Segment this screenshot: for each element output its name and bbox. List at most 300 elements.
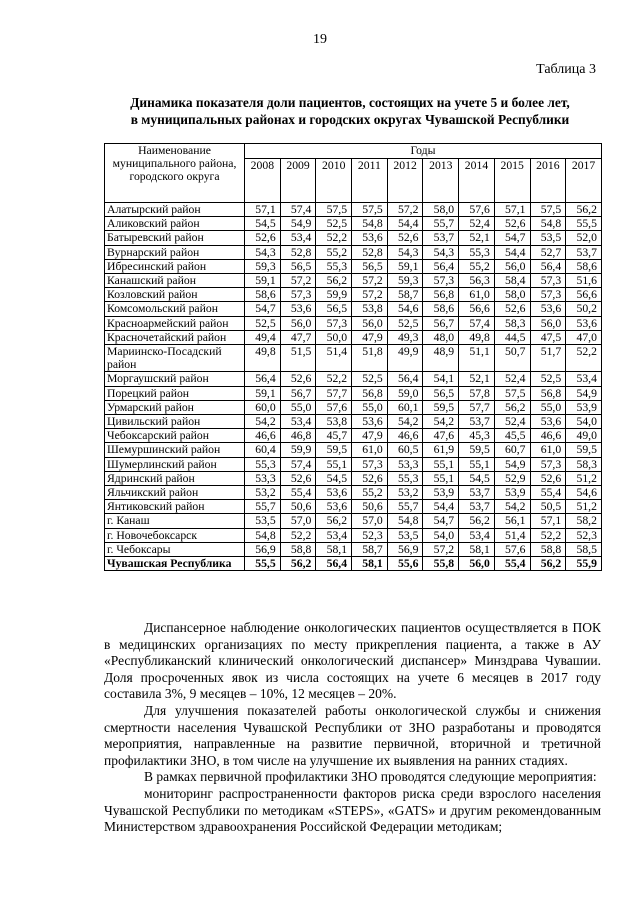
year-header: 2016 bbox=[530, 159, 566, 203]
municipality-name: Аликовский район bbox=[105, 217, 245, 231]
year-header: 2015 bbox=[494, 159, 530, 203]
table-row bbox=[105, 302, 602, 316]
value-cell: 51,4 bbox=[316, 345, 352, 372]
value-cell: 56,7 bbox=[423, 316, 459, 330]
value-cell: 54,4 bbox=[494, 245, 530, 259]
value-cell: 57,2 bbox=[280, 274, 316, 288]
value-cell: 56,4 bbox=[530, 259, 566, 273]
value-cell: 56,0 bbox=[280, 316, 316, 330]
value-cell: 52,4 bbox=[494, 372, 530, 386]
value-cell: 59,1 bbox=[245, 386, 281, 400]
value-cell: 56,9 bbox=[245, 542, 281, 556]
municipality-name: Шемуршинский район bbox=[105, 443, 245, 457]
value-cell: 58,6 bbox=[566, 259, 602, 273]
value-cell: 54,0 bbox=[566, 415, 602, 429]
value-cell: 57,3 bbox=[530, 457, 566, 471]
table-row bbox=[105, 400, 602, 414]
value-cell: 52,0 bbox=[566, 231, 602, 245]
value-cell: 58,4 bbox=[494, 274, 530, 288]
value-cell: 57,5 bbox=[352, 203, 388, 217]
value-cell: 53,3 bbox=[245, 471, 281, 485]
value-cell: 52,9 bbox=[494, 471, 530, 485]
data-table bbox=[104, 143, 602, 571]
value-cell: 60,1 bbox=[387, 400, 423, 414]
value-cell: 55,7 bbox=[423, 217, 459, 231]
page-number: 19 bbox=[313, 32, 327, 47]
table-row bbox=[105, 217, 602, 231]
value-cell: 50,5 bbox=[530, 500, 566, 514]
value-cell: 56,2 bbox=[316, 514, 352, 528]
value-cell: 57,0 bbox=[352, 514, 388, 528]
value-cell: 53,4 bbox=[459, 528, 495, 542]
table-row bbox=[105, 245, 602, 259]
value-cell: 53,4 bbox=[316, 528, 352, 542]
table-row bbox=[105, 429, 602, 443]
value-cell: 59,9 bbox=[316, 288, 352, 302]
value-cell: 54,3 bbox=[245, 245, 281, 259]
value-cell: 50,7 bbox=[494, 345, 530, 372]
value-cell: 56,6 bbox=[566, 288, 602, 302]
value-cell: 56,5 bbox=[280, 259, 316, 273]
paragraph: Диспансерное наблюдение онкологических пациентов осуществляется в ПОК в медицинских организациях по месту прикрепления пациента, а также в АУ «Республиканский клинический онкологический диспансер» Минздрава Чувашии. Доля просроченных явок из числа состоящих на учете 6 месяцев в 2017 году составила 3%, 9 месяцев – 10%, 12 месяцев – 20%. bbox=[104, 620, 601, 702]
value-cell: 49,4 bbox=[245, 330, 281, 344]
value-cell: 53,8 bbox=[316, 415, 352, 429]
value-cell: 56,6 bbox=[459, 302, 495, 316]
value-cell: 55,3 bbox=[316, 259, 352, 273]
table-row bbox=[105, 514, 602, 528]
value-cell: 58,3 bbox=[494, 316, 530, 330]
value-cell: 58,7 bbox=[387, 288, 423, 302]
value-cell: 53,4 bbox=[280, 415, 316, 429]
value-cell: 55,0 bbox=[530, 400, 566, 414]
value-cell: 45,5 bbox=[494, 429, 530, 443]
value-cell: 57,4 bbox=[280, 457, 316, 471]
value-cell: 56,4 bbox=[316, 557, 352, 571]
municipality-name: Янтиковский район bbox=[105, 500, 245, 514]
value-cell: 56,0 bbox=[459, 557, 495, 571]
value-cell: 61,0 bbox=[530, 443, 566, 457]
value-cell: 47,5 bbox=[530, 330, 566, 344]
value-cell: 57,2 bbox=[352, 274, 388, 288]
value-cell: 53,2 bbox=[245, 486, 281, 500]
value-cell: 52,7 bbox=[530, 245, 566, 259]
value-cell: 53,9 bbox=[566, 400, 602, 414]
value-cell: 56,0 bbox=[530, 316, 566, 330]
value-cell: 54,8 bbox=[387, 514, 423, 528]
value-cell: 58,6 bbox=[423, 302, 459, 316]
value-cell: 61,0 bbox=[352, 443, 388, 457]
value-cell: 57,7 bbox=[459, 400, 495, 414]
value-cell: 56,7 bbox=[280, 386, 316, 400]
value-cell: 53,6 bbox=[352, 231, 388, 245]
value-cell: 57,1 bbox=[245, 203, 281, 217]
value-cell: 58,3 bbox=[566, 457, 602, 471]
value-cell: 52,3 bbox=[566, 528, 602, 542]
value-cell: 59,5 bbox=[459, 443, 495, 457]
value-cell: 56,2 bbox=[566, 203, 602, 217]
value-cell: 57,4 bbox=[280, 203, 316, 217]
table-row bbox=[105, 203, 602, 217]
value-cell: 56,2 bbox=[494, 400, 530, 414]
value-cell: 59,3 bbox=[387, 274, 423, 288]
value-cell: 54,6 bbox=[387, 302, 423, 316]
value-cell: 51,8 bbox=[352, 345, 388, 372]
value-cell: 55,0 bbox=[352, 400, 388, 414]
value-cell: 54,5 bbox=[316, 471, 352, 485]
value-cell: 57,3 bbox=[530, 288, 566, 302]
value-cell: 54,2 bbox=[387, 415, 423, 429]
value-cell: 57,4 bbox=[459, 316, 495, 330]
value-cell: 46,6 bbox=[245, 429, 281, 443]
value-cell: 49,3 bbox=[387, 330, 423, 344]
value-cell: 54,6 bbox=[566, 486, 602, 500]
table-row bbox=[105, 345, 602, 372]
value-cell: 47,9 bbox=[352, 429, 388, 443]
value-cell: 56,2 bbox=[280, 557, 316, 571]
value-cell: 56,4 bbox=[245, 372, 281, 386]
value-cell: 57,5 bbox=[494, 386, 530, 400]
value-cell: 56,1 bbox=[494, 514, 530, 528]
value-cell: 60,0 bbox=[245, 400, 281, 414]
municipality-name: Красноармейский район bbox=[105, 316, 245, 330]
value-cell: 55,2 bbox=[352, 486, 388, 500]
value-cell: 56,5 bbox=[352, 259, 388, 273]
table-row bbox=[105, 231, 602, 245]
value-cell: 53,3 bbox=[387, 457, 423, 471]
table-row bbox=[105, 386, 602, 400]
value-cell: 55,1 bbox=[423, 457, 459, 471]
value-cell: 55,5 bbox=[566, 217, 602, 231]
value-cell: 54,2 bbox=[245, 415, 281, 429]
value-cell: 55,4 bbox=[530, 486, 566, 500]
value-cell: 51,5 bbox=[280, 345, 316, 372]
value-cell: 56,0 bbox=[494, 259, 530, 273]
value-cell: 57,3 bbox=[423, 274, 459, 288]
value-cell: 52,2 bbox=[566, 345, 602, 372]
value-cell: 51,2 bbox=[566, 500, 602, 514]
value-cell: 53,5 bbox=[387, 528, 423, 542]
value-cell: 59,1 bbox=[245, 274, 281, 288]
value-cell: 53,6 bbox=[566, 316, 602, 330]
value-cell: 55,3 bbox=[245, 457, 281, 471]
value-cell: 53,6 bbox=[316, 500, 352, 514]
value-cell: 56,8 bbox=[423, 288, 459, 302]
municipality-name: Урмарский район bbox=[105, 400, 245, 414]
value-cell: 55,4 bbox=[494, 557, 530, 571]
value-cell: 59,1 bbox=[387, 259, 423, 273]
value-cell: 54,8 bbox=[352, 217, 388, 231]
table-row-total bbox=[105, 557, 602, 571]
municipality-name: Моргаушский район bbox=[105, 372, 245, 386]
value-cell: 54,2 bbox=[423, 415, 459, 429]
value-cell: 51,4 bbox=[494, 528, 530, 542]
year-header: 2010 bbox=[316, 159, 352, 203]
value-cell: 56,2 bbox=[530, 557, 566, 571]
value-cell: 55,8 bbox=[423, 557, 459, 571]
value-cell: 54,9 bbox=[494, 457, 530, 471]
value-cell: 53,6 bbox=[530, 302, 566, 316]
value-cell: 57,0 bbox=[280, 514, 316, 528]
value-cell: 52,5 bbox=[352, 372, 388, 386]
value-cell: 45,7 bbox=[316, 429, 352, 443]
value-cell: 57,8 bbox=[459, 386, 495, 400]
value-cell: 58,8 bbox=[530, 542, 566, 556]
value-cell: 53,2 bbox=[387, 486, 423, 500]
value-cell: 55,1 bbox=[459, 457, 495, 471]
municipality-name: г. Чебоксары bbox=[105, 542, 245, 556]
municipality-name: Канашский район bbox=[105, 274, 245, 288]
table-row bbox=[105, 486, 602, 500]
value-cell: 53,4 bbox=[280, 231, 316, 245]
value-cell: 52,3 bbox=[352, 528, 388, 542]
value-cell: 59,0 bbox=[387, 386, 423, 400]
value-cell: 60,7 bbox=[494, 443, 530, 457]
municipality-name: Яльчикский район bbox=[105, 486, 245, 500]
value-cell: 52,5 bbox=[245, 316, 281, 330]
value-cell: 47,0 bbox=[566, 330, 602, 344]
value-cell: 55,2 bbox=[459, 259, 495, 273]
value-cell: 52,6 bbox=[245, 231, 281, 245]
value-cell: 51,6 bbox=[566, 274, 602, 288]
municipality-name: Чебоксарский район bbox=[105, 429, 245, 443]
value-cell: 58,0 bbox=[423, 203, 459, 217]
table-row bbox=[105, 415, 602, 429]
value-cell: 57,5 bbox=[316, 203, 352, 217]
value-cell: 56,5 bbox=[316, 302, 352, 316]
value-cell: 46,8 bbox=[280, 429, 316, 443]
value-cell: 61,0 bbox=[459, 288, 495, 302]
year-header: 2009 bbox=[280, 159, 316, 203]
value-cell: 52,1 bbox=[459, 372, 495, 386]
value-cell: 58,7 bbox=[352, 542, 388, 556]
table-row bbox=[105, 542, 602, 556]
table-row bbox=[105, 528, 602, 542]
value-cell: 52,6 bbox=[494, 302, 530, 316]
value-cell: 54,7 bbox=[245, 302, 281, 316]
table-row bbox=[105, 500, 602, 514]
value-cell: 54,2 bbox=[494, 500, 530, 514]
value-cell: 54,3 bbox=[423, 245, 459, 259]
value-cell: 51,7 bbox=[530, 345, 566, 372]
year-header: 2017 bbox=[566, 159, 602, 203]
value-cell: 52,2 bbox=[316, 231, 352, 245]
value-cell: 56,0 bbox=[352, 316, 388, 330]
value-cell: 52,8 bbox=[352, 245, 388, 259]
value-cell: 57,6 bbox=[494, 542, 530, 556]
value-cell: 58,5 bbox=[566, 542, 602, 556]
value-cell: 57,3 bbox=[316, 316, 352, 330]
value-cell: 53,6 bbox=[530, 415, 566, 429]
value-cell: 58,6 bbox=[245, 288, 281, 302]
value-cell: 57,3 bbox=[352, 457, 388, 471]
value-cell: 54,8 bbox=[530, 217, 566, 231]
value-cell: 45,3 bbox=[459, 429, 495, 443]
municipality-name: Алатырский район bbox=[105, 203, 245, 217]
table-caption: Таблица 3 bbox=[536, 62, 596, 77]
municipality-name: Вурнарский район bbox=[105, 245, 245, 259]
value-cell: 59,5 bbox=[566, 443, 602, 457]
value-cell: 54,4 bbox=[423, 500, 459, 514]
municipality-name: Комсомольский район bbox=[105, 302, 245, 316]
municipality-name: Ядринский район bbox=[105, 471, 245, 485]
municipality-name: Цивильский район bbox=[105, 415, 245, 429]
header-years-group: Годы bbox=[245, 144, 602, 159]
value-cell: 47,7 bbox=[280, 330, 316, 344]
value-cell: 52,6 bbox=[530, 471, 566, 485]
value-cell: 53,8 bbox=[352, 302, 388, 316]
value-cell: 52,1 bbox=[459, 231, 495, 245]
value-cell: 54,9 bbox=[566, 386, 602, 400]
value-cell: 57,3 bbox=[280, 288, 316, 302]
value-cell: 57,6 bbox=[459, 203, 495, 217]
value-cell: 56,2 bbox=[316, 274, 352, 288]
value-cell: 54,0 bbox=[423, 528, 459, 542]
table-row bbox=[105, 316, 602, 330]
body-text bbox=[104, 620, 601, 836]
value-cell: 52,2 bbox=[280, 528, 316, 542]
value-cell: 53,7 bbox=[459, 500, 495, 514]
value-cell: 55,4 bbox=[280, 486, 316, 500]
value-cell: 55,5 bbox=[245, 557, 281, 571]
value-cell: 54,3 bbox=[387, 245, 423, 259]
value-cell: 51,2 bbox=[566, 471, 602, 485]
value-cell: 56,4 bbox=[423, 259, 459, 273]
year-header: 2014 bbox=[459, 159, 495, 203]
value-cell: 55,1 bbox=[423, 471, 459, 485]
table-row bbox=[105, 274, 602, 288]
municipality-name: г. Новочебоксарск bbox=[105, 528, 245, 542]
paragraph: мониторинг распространенности факторов риска среди взрослого населения Чувашской Республики по методикам «STEPS», «GATS» и другим рекомендованным Министерством здравоохранения Российской Федерации методикам; bbox=[104, 785, 601, 835]
table-title bbox=[100, 94, 600, 128]
value-cell: 54,5 bbox=[459, 471, 495, 485]
value-cell: 54,7 bbox=[423, 514, 459, 528]
value-cell: 52,5 bbox=[530, 372, 566, 386]
municipality-name: Шумерлинский район bbox=[105, 457, 245, 471]
value-cell: 53,6 bbox=[352, 415, 388, 429]
value-cell: 46,6 bbox=[530, 429, 566, 443]
value-cell: 55,1 bbox=[316, 457, 352, 471]
value-cell: 49,0 bbox=[566, 429, 602, 443]
value-cell: 54,9 bbox=[280, 217, 316, 231]
table-row bbox=[105, 471, 602, 485]
value-cell: 50,2 bbox=[566, 302, 602, 316]
value-cell: 47,9 bbox=[352, 330, 388, 344]
value-cell: 57,2 bbox=[423, 542, 459, 556]
value-cell: 52,2 bbox=[316, 372, 352, 386]
value-cell: 59,5 bbox=[423, 400, 459, 414]
value-cell: 44,5 bbox=[494, 330, 530, 344]
value-cell: 58,1 bbox=[352, 557, 388, 571]
value-cell: 52,4 bbox=[494, 415, 530, 429]
value-cell: 58,1 bbox=[459, 542, 495, 556]
year-header: 2008 bbox=[245, 159, 281, 203]
value-cell: 58,0 bbox=[494, 288, 530, 302]
value-cell: 57,6 bbox=[316, 400, 352, 414]
value-cell: 53,4 bbox=[566, 372, 602, 386]
value-cell: 47,6 bbox=[423, 429, 459, 443]
value-cell: 52,6 bbox=[494, 217, 530, 231]
municipality-name: г. Канаш bbox=[105, 514, 245, 528]
value-cell: 53,6 bbox=[280, 302, 316, 316]
municipality-name: Чувашская Республика bbox=[105, 557, 245, 571]
value-cell: 55,7 bbox=[387, 500, 423, 514]
value-cell: 60,4 bbox=[245, 443, 281, 457]
value-cell: 52,5 bbox=[387, 316, 423, 330]
value-cell: 53,6 bbox=[316, 486, 352, 500]
value-cell: 59,3 bbox=[245, 259, 281, 273]
value-cell: 57,3 bbox=[530, 274, 566, 288]
municipality-name: Красночетайский район bbox=[105, 330, 245, 344]
value-cell: 61,9 bbox=[423, 443, 459, 457]
value-cell: 52,5 bbox=[316, 217, 352, 231]
paragraph: Для улучшения показателей работы онкологической службы и снижения смертности населения Чувашской Республики от ЗНО разработаны и проводятся мероприятия, направленные на развитие первичной, вторичной и третичной профилактики ЗНО, в том числе на улучшение их выявления на ранних стадиях. bbox=[104, 702, 601, 768]
value-cell: 59,9 bbox=[280, 443, 316, 457]
value-cell: 57,1 bbox=[494, 203, 530, 217]
value-cell: 59,5 bbox=[316, 443, 352, 457]
value-cell: 55,2 bbox=[316, 245, 352, 259]
value-cell: 49,9 bbox=[387, 345, 423, 372]
table-title-line-2: в муниципальных районах и городских округах Чувашской Республики bbox=[130, 112, 570, 127]
table-row bbox=[105, 457, 602, 471]
value-cell: 52,2 bbox=[530, 528, 566, 542]
table-row bbox=[105, 259, 602, 273]
value-cell: 54,4 bbox=[387, 217, 423, 231]
value-cell: 56,9 bbox=[387, 542, 423, 556]
value-cell: 60,5 bbox=[387, 443, 423, 457]
municipality-name: Мариинско-Посадский район bbox=[105, 345, 245, 372]
year-header: 2013 bbox=[423, 159, 459, 203]
value-cell: 48,0 bbox=[423, 330, 459, 344]
value-cell: 50,6 bbox=[280, 500, 316, 514]
value-cell: 52,6 bbox=[280, 372, 316, 386]
value-cell: 56,8 bbox=[352, 386, 388, 400]
municipality-name: Порецкий район bbox=[105, 386, 245, 400]
value-cell: 55,7 bbox=[245, 500, 281, 514]
value-cell: 55,3 bbox=[459, 245, 495, 259]
value-cell: 46,6 bbox=[387, 429, 423, 443]
value-cell: 57,5 bbox=[530, 203, 566, 217]
table-row bbox=[105, 443, 602, 457]
value-cell: 57,2 bbox=[387, 203, 423, 217]
value-cell: 56,3 bbox=[459, 274, 495, 288]
value-cell: 50,6 bbox=[352, 500, 388, 514]
year-header: 2012 bbox=[387, 159, 423, 203]
value-cell: 58,8 bbox=[280, 542, 316, 556]
value-cell: 49,8 bbox=[245, 345, 281, 372]
table-row bbox=[105, 372, 602, 386]
value-cell: 53,9 bbox=[423, 486, 459, 500]
municipality-name: Ибресинский район bbox=[105, 259, 245, 273]
value-cell: 57,1 bbox=[530, 514, 566, 528]
table-row bbox=[105, 330, 602, 344]
value-cell: 57,2 bbox=[352, 288, 388, 302]
value-cell: 54,8 bbox=[245, 528, 281, 542]
value-cell: 53,5 bbox=[245, 514, 281, 528]
value-cell: 58,1 bbox=[316, 542, 352, 556]
value-cell: 55,9 bbox=[566, 557, 602, 571]
value-cell: 55,3 bbox=[387, 471, 423, 485]
value-cell: 52,6 bbox=[387, 231, 423, 245]
value-cell: 56,8 bbox=[530, 386, 566, 400]
value-cell: 50,0 bbox=[316, 330, 352, 344]
municipality-name: Козловский район bbox=[105, 288, 245, 302]
value-cell: 56,5 bbox=[423, 386, 459, 400]
value-cell: 52,4 bbox=[459, 217, 495, 231]
value-cell: 54,7 bbox=[494, 231, 530, 245]
value-cell: 55,0 bbox=[280, 400, 316, 414]
municipality-name: Батыревский район bbox=[105, 231, 245, 245]
value-cell: 54,1 bbox=[423, 372, 459, 386]
